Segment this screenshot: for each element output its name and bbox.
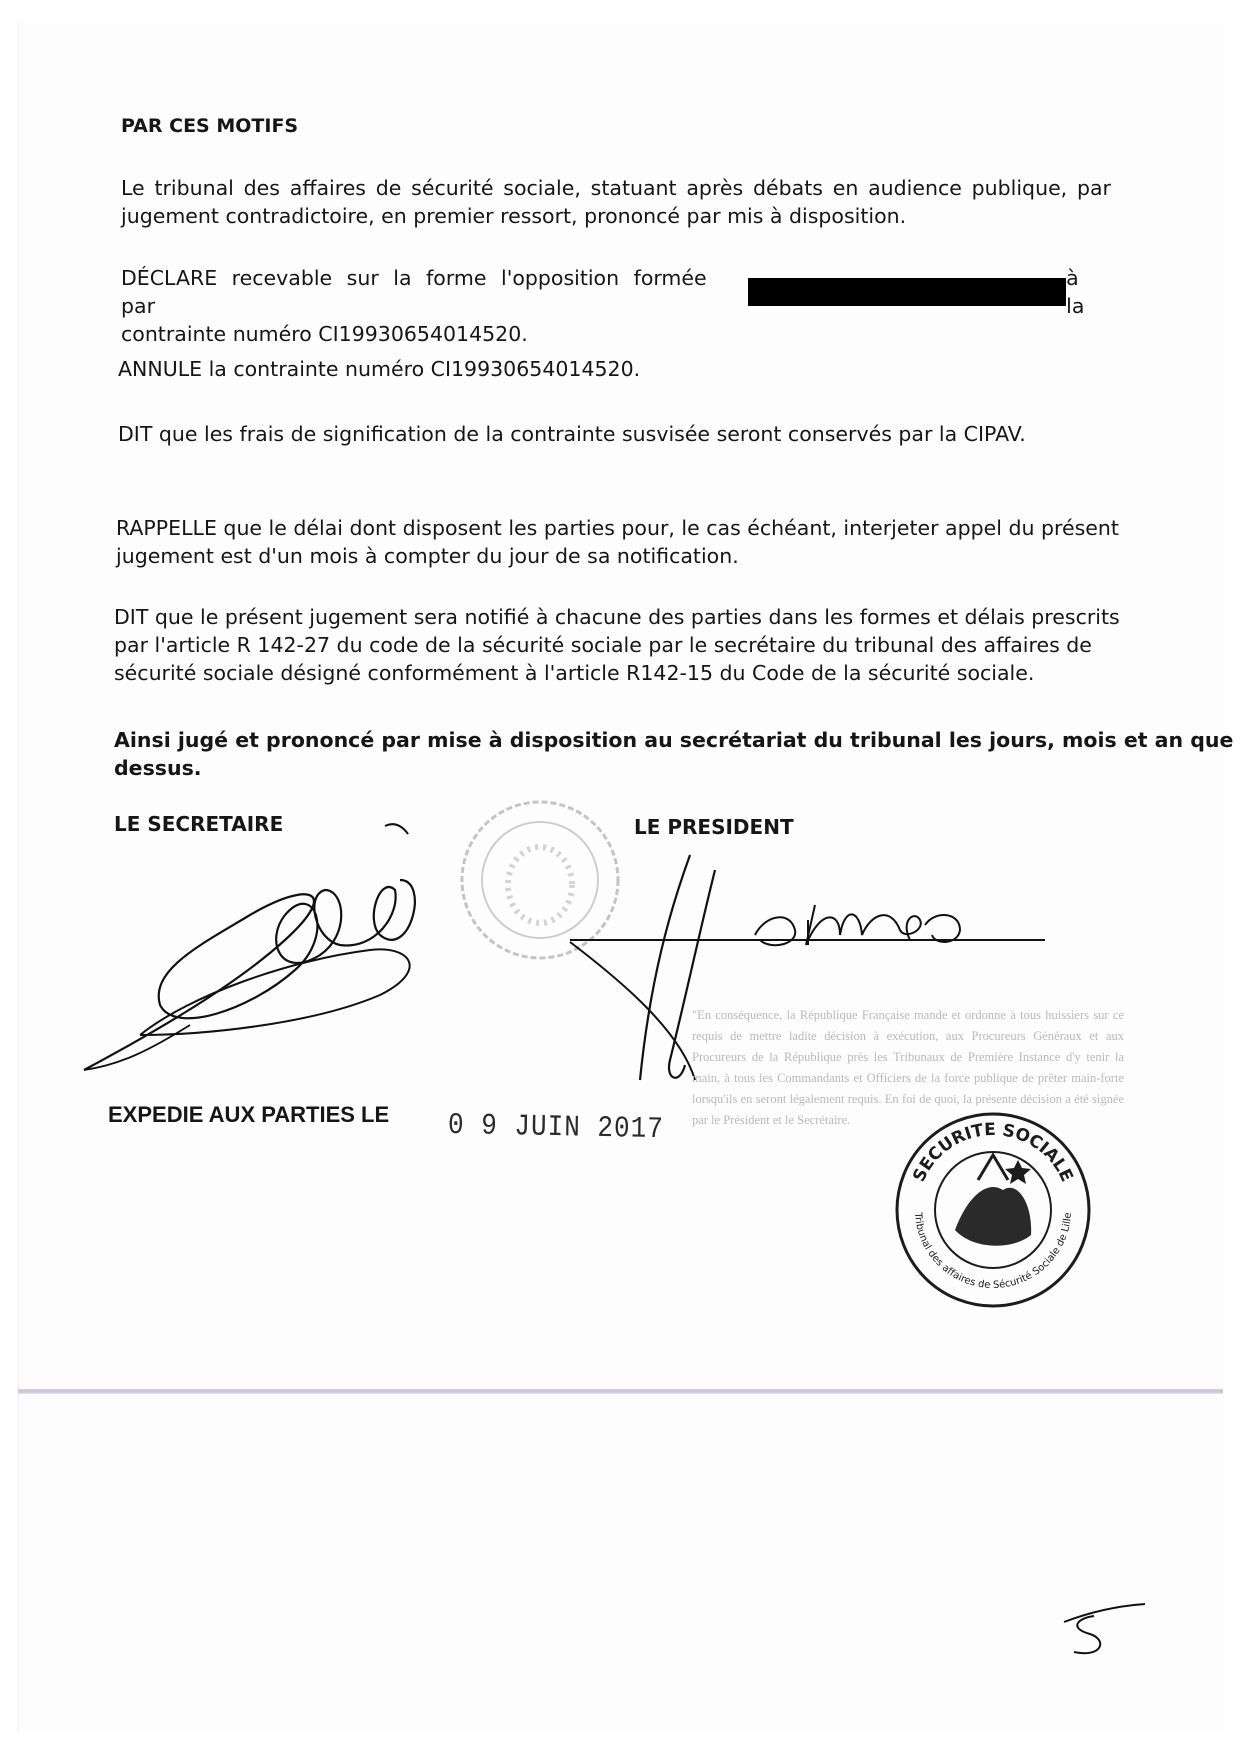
paragraph-tribunal: Le tribunal des affaires de sécurité sociale, statuant après débats en audience publique, par jugement contradictoire, en premier ressort, prononcé par mis à disposition. xyxy=(121,176,1111,228)
securite-sociale-stamp xyxy=(893,1110,1093,1310)
paragraph-declare xyxy=(121,264,1111,348)
formule-executoire: "En conséquence, la République Française mande et ordonne à tous huissiers sur ce requis de mettre ladite décision à exécution, aux Procureurs Généraux et aux Procureurs de la République près les Tribunaux de Première Instance d'y tenir la main, à tous les Commandants et Officiers de la force publique de prêter main-forte lorsqu'ils en seront légalement requis. En foi de quoi, la présente décision a été signée par le Président et le Secrétaire. xyxy=(692,1008,1124,1127)
secretaire-label: LE SECRETAIRE xyxy=(114,812,284,836)
president-label: LE PRESIDENT xyxy=(634,815,794,839)
declare-contrainte: contrainte numéro CI19930654014520. xyxy=(121,322,528,346)
notifie-line-2: par l'article R 142-27 du code de la sécurité sociale par le secrétaire du tribunal des affaires de xyxy=(114,633,1092,657)
rappelle-line-1: RAPPELLE que le délai dont disposent les parties pour, le cas échéant, interjeter appel du présent xyxy=(116,516,1119,540)
paragraph-dit-notifie xyxy=(114,603,1120,687)
expedie-date-stamp: 0 9 JUIN 2017 xyxy=(447,1107,665,1147)
redaction-bar xyxy=(748,278,1066,306)
notifie-line-1: DIT que le présent jugement sera notifié à chacune des parties dans les formes et délais prescrits xyxy=(114,605,1120,629)
ainsi-line-1: Ainsi jugé et prononcé par mise à disposition au secrétariat du tribunal les jours, mois et an que xyxy=(114,728,1234,752)
paragraph-ainsi-juge xyxy=(114,726,1233,782)
section-heading: PAR CES MOTIFS xyxy=(121,115,299,137)
page-divider xyxy=(18,1389,1223,1394)
stamp-top-text: SECURITE SOCIALE xyxy=(909,1119,1077,1186)
declare-text: DÉCLARE recevable sur la forme l'opposition formée par xyxy=(121,266,707,318)
expedie-label: EXPEDIE AUX PARTIES LE xyxy=(108,1102,390,1127)
secretaire-signature xyxy=(80,820,480,1080)
declare-text-end: à la xyxy=(1066,266,1085,318)
rappelle-line-2: jugement est d'un mois à compter du jour de sa notification. xyxy=(116,544,739,568)
notifie-line-3: sécurité sociale désigné conformément à l'article R142-15 du Code de la sécurité sociale. xyxy=(114,661,1035,685)
paragraph-dit-frais: DIT que les frais de signification de la contrainte susvisée seront conservés par la CIPAV. xyxy=(118,422,1026,446)
page-number-mark xyxy=(1060,1600,1150,1670)
paragraph-annule: ANNULE la contrainte numéro CI19930654014520. xyxy=(118,357,641,381)
paragraph-rappelle xyxy=(116,514,1119,570)
stamp-ring-text: Tribunal des affaires de Sécurité Sociale de Lille xyxy=(912,1212,1075,1292)
ainsi-line-2: dessus. xyxy=(114,756,202,780)
